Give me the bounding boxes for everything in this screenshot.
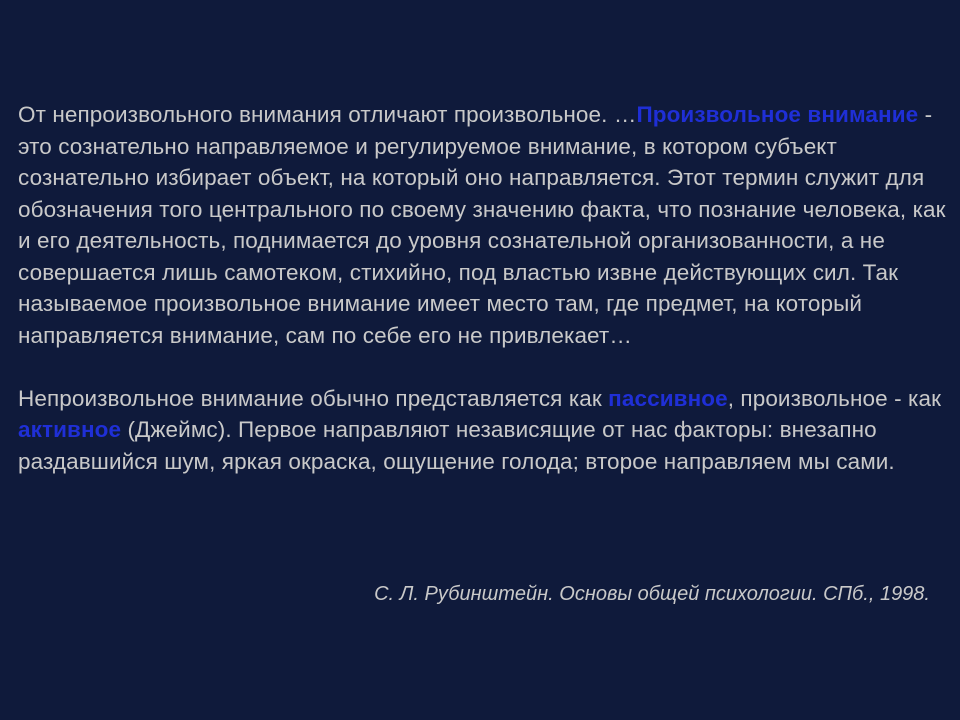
term-passive: пассивное — [608, 385, 728, 411]
paragraph-voluntary-attention — [18, 99, 946, 351]
paragraph1-rest: - это сознательно направляемое и регулируемое внимание, в котором субъект сознательно избирает объект, на который оно направляется. Этот термин служит для обозначения того центрального по своему значению факта, что познание человека, как и его деятельность, поднимается до уровня сознательной организованности, а не совершается лишь самотеком, стихийно, под властью извне действующих сил. Так называемое произвольное внимание имеет место там, где предмет, на который направляется внимание, сам по себе его не привлекает… — [18, 102, 946, 348]
citation: С. Л. Рубинштейн. Основы общей психологии. СПб., 1998. — [374, 583, 930, 605]
quote-text-block — [18, 99, 946, 477]
term-active: активное — [18, 417, 122, 442]
term-voluntary-attention: Произвольное внимание — [636, 102, 919, 127]
paragraph-involuntary-attention — [18, 383, 946, 478]
paragraph2-part3: (Джеймс). Первое направляют независящие от нас факторы: внезапно раздавшийся шум, яркая окраска, ощущение голода; второе направляем мы сами. — [18, 417, 895, 474]
paragraph2-part1: Непроизвольное внимание обычно представляется как — [18, 385, 609, 411]
paragraph2-part2: , произвольное - как — [727, 385, 942, 411]
paragraph1-intro: От непроизвольного внимания отличают произвольное. … — [18, 102, 637, 127]
